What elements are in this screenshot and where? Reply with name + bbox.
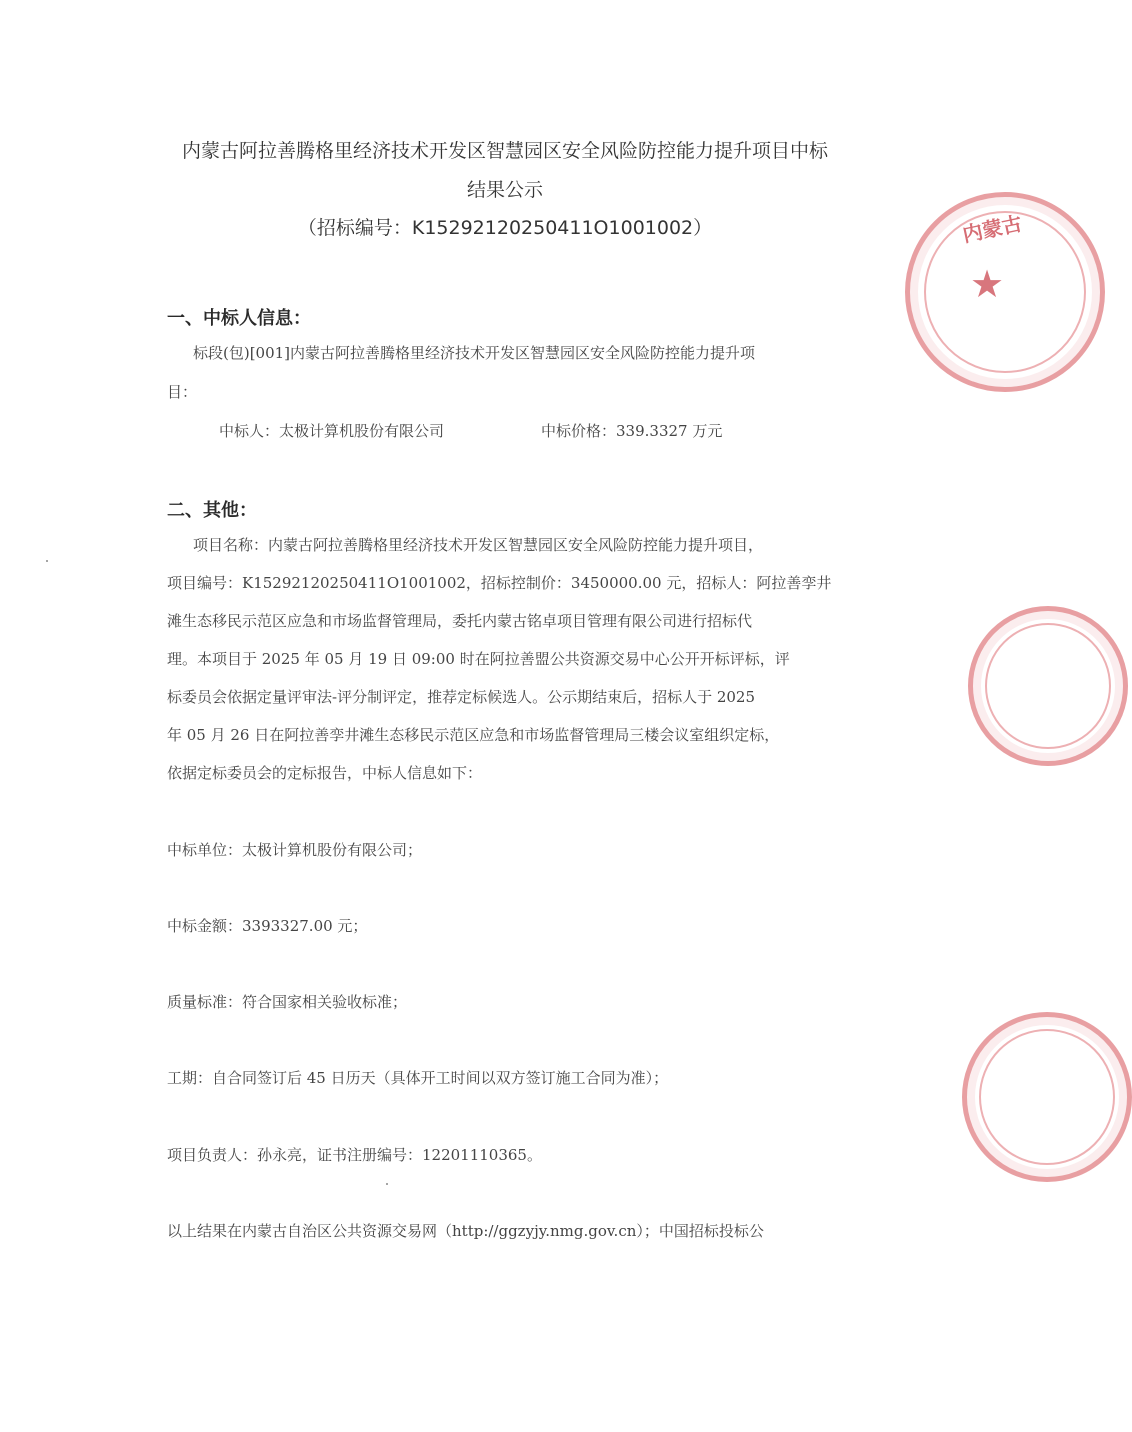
paragraph-line: 依据定标委员会的定标报告，中标人信息如下：	[167, 764, 483, 782]
seal-star-icon: ★	[970, 262, 1005, 306]
document-title-line2: 结果公示	[466, 179, 543, 201]
paragraph-line: 标委员会依据定量评审法-评分制评定，推荐定标候选人。公示期结束后，招标人于 2025	[167, 688, 756, 706]
section1-heading: 一、中标人信息：	[167, 308, 311, 329]
winner-price: 中标价格：339.3327 万元	[541, 422, 723, 440]
seal-inner-ring	[985, 623, 1111, 749]
paragraph-line: 年 05 月 26 日在阿拉善孪井滩生态移民示范区应急和市场监督管理局三楼会议室组织定标，	[167, 726, 780, 744]
tender-number: （招标编号：K15292120250411O1001002）	[297, 217, 713, 239]
document-title-line1: 内蒙古阿拉善腾格里经济技术开发区智慧园区安全风险防控能力提升项目中标	[181, 140, 828, 162]
project-leader: 项目负责人：孙永亮，证书注册编号：12201110365。	[167, 1146, 542, 1164]
paragraph-line: 滩生态移民示范区应急和市场监督管理局，委托内蒙古铭卓项目管理有限公司进行招标代	[167, 612, 753, 630]
speck	[386, 1183, 388, 1185]
section2-heading: 二、其他：	[167, 500, 257, 521]
seam-seal-stamp	[962, 1012, 1132, 1182]
seal-text: 内蒙古	[960, 210, 1025, 247]
publication-note: 以上结果在内蒙古自治区公共资源交易网（http://ggzyjy.nmg.gov.cn）；中国招标投标公	[167, 1222, 764, 1240]
lot-description-line2: 目：	[167, 383, 198, 401]
paragraph-line: 项目名称：内蒙古阿拉善腾格里经济技术开发区智慧园区安全风险防控能力提升项目，	[193, 536, 764, 554]
official-seal-stamp	[905, 192, 1105, 392]
paragraph-line: 理。本项目于 2025 年 05 月 19 日 09:00 时在阿拉善盟公共资源交易中心公开开标评标，评	[167, 650, 790, 668]
seal-inner-ring	[979, 1029, 1115, 1165]
seam-seal-stamp	[968, 606, 1128, 766]
winner-name: 中标人：太极计算机股份有限公司	[219, 422, 445, 440]
quality-standard: 质量标准：符合国家相关验收标准；	[167, 993, 408, 1011]
winner-unit: 中标单位：太极计算机股份有限公司；	[167, 841, 423, 859]
paragraph-line: 项目编号：K15292120250411O1001002，招标控制价：3450000.00 元，招标人：阿拉善孪井	[167, 574, 832, 592]
speck	[46, 560, 48, 562]
winner-amount: 中标金额：3393327.00 元；	[167, 917, 368, 935]
construction-duration: 工期：自合同签订后 45 日历天（具体开工时间以双方签订施工合同为准）；	[167, 1069, 669, 1087]
lot-description-line1: 标段(包)[001]内蒙古阿拉善腾格里经济技术开发区智慧园区安全风险防控能力提升项	[193, 344, 756, 362]
